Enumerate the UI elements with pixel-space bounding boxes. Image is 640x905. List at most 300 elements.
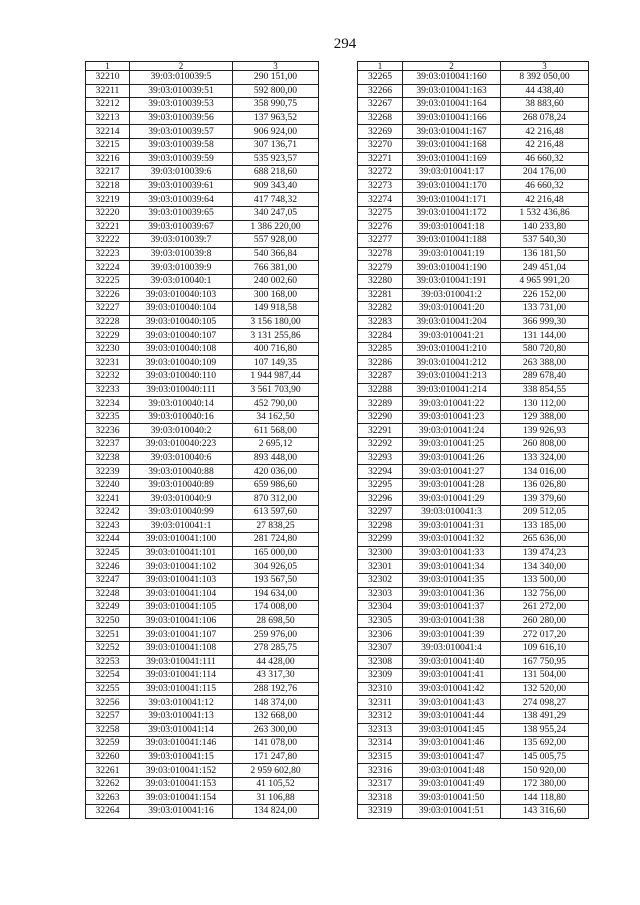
cell-row-number: 32300	[358, 546, 403, 560]
cell-cadastral-number: 39:03:010041:160	[403, 71, 501, 85]
cell-cadastral-number: 39:03:010041:34	[403, 560, 501, 574]
cell-value: 611 568,00	[233, 424, 319, 438]
cell-row-number: 32279	[358, 261, 403, 275]
cell-row-number: 32246	[86, 560, 130, 574]
table-row	[358, 166, 589, 180]
cell-row-number: 32304	[358, 601, 403, 615]
cell-row-number: 32211	[86, 84, 130, 98]
table-row	[358, 764, 589, 778]
table-row	[86, 533, 319, 547]
cell-value: 1 944 987,44	[233, 370, 319, 384]
cell-value: 149 918,58	[233, 302, 319, 316]
cell-cadastral-number: 39:03:010041:104	[130, 587, 233, 601]
table-row	[86, 546, 319, 560]
cell-value: 540 366,84	[233, 247, 319, 261]
cell-row-number: 32270	[358, 138, 403, 152]
cell-value: 2 959 602,80	[233, 764, 319, 778]
table-row	[86, 791, 319, 805]
cell-value: 130 112,00	[501, 397, 589, 411]
cell-value: 133 185,00	[501, 519, 589, 533]
cell-value: 260 280,00	[501, 614, 589, 628]
cell-row-number: 32301	[358, 560, 403, 574]
cell-cadastral-number: 39:03:010040:103	[130, 288, 233, 302]
cell-row-number: 32256	[86, 696, 130, 710]
table-row	[358, 274, 589, 288]
table-row	[86, 573, 319, 587]
cell-cadastral-number: 39:03:010041:2	[403, 288, 501, 302]
cell-cadastral-number: 39:03:010041:27	[403, 465, 501, 479]
cell-row-number: 32285	[358, 342, 403, 356]
cell-cadastral-number: 39:03:010040:9	[130, 492, 233, 506]
cell-cadastral-number: 39:03:010041:152	[130, 764, 233, 778]
cell-value: 132 668,00	[233, 709, 319, 723]
table-row	[86, 601, 319, 615]
cell-cadastral-number: 39:03:010041:103	[130, 573, 233, 587]
cell-cadastral-number: 39:03:010039:64	[130, 193, 233, 207]
cell-row-number: 32253	[86, 655, 130, 669]
cell-row-number: 32302	[358, 573, 403, 587]
cell-cadastral-number: 39:03:010041:49	[403, 777, 501, 791]
cell-row-number: 32281	[358, 288, 403, 302]
cell-row-number: 32280	[358, 274, 403, 288]
column-header-value: 3	[233, 62, 319, 71]
cell-value: 38 883,60	[501, 98, 589, 112]
cell-cadastral-number: 39:03:010039:61	[130, 179, 233, 193]
cell-row-number: 32282	[358, 302, 403, 316]
table-row	[358, 587, 589, 601]
table-row	[86, 465, 319, 479]
table-row	[358, 791, 589, 805]
cell-row-number: 32221	[86, 220, 130, 234]
table-row	[358, 709, 589, 723]
cell-cadastral-number: 39:03:010040:104	[130, 302, 233, 316]
cell-row-number: 32272	[358, 166, 403, 180]
table-row	[86, 206, 319, 220]
cell-row-number: 32289	[358, 397, 403, 411]
cell-cadastral-number: 39:03:010041:106	[130, 614, 233, 628]
cell-row-number: 32249	[86, 601, 130, 615]
table-row	[358, 777, 589, 791]
cell-row-number: 32275	[358, 206, 403, 220]
cell-cadastral-number: 39:03:010041:212	[403, 356, 501, 370]
cell-value: 44 428,00	[233, 655, 319, 669]
cell-row-number: 32267	[358, 98, 403, 112]
cell-cadastral-number: 39:03:010041:167	[403, 125, 501, 139]
cell-cadastral-number: 39:03:010040:99	[130, 506, 233, 520]
table-row	[86, 655, 319, 669]
cell-cadastral-number: 39:03:010041:31	[403, 519, 501, 533]
cell-cadastral-number: 39:03:010041:29	[403, 492, 501, 506]
cell-row-number: 32214	[86, 125, 130, 139]
cell-cadastral-number: 39:03:010040:111	[130, 383, 233, 397]
table-row	[358, 669, 589, 683]
cell-value: 300 168,00	[233, 288, 319, 302]
cell-value: 140 233,80	[501, 220, 589, 234]
cell-row-number: 32260	[86, 750, 130, 764]
cell-cadastral-number: 39:03:010040:88	[130, 465, 233, 479]
table-row	[86, 234, 319, 248]
cell-cadastral-number: 39:03:010041:33	[403, 546, 501, 560]
table-row	[358, 84, 589, 98]
table-row	[358, 98, 589, 112]
cell-value: 41 105,52	[233, 777, 319, 791]
cell-cadastral-number: 39:03:010041:35	[403, 573, 501, 587]
cell-row-number: 32317	[358, 777, 403, 791]
cell-cadastral-number: 39:03:010041:50	[403, 791, 501, 805]
table-row	[86, 370, 319, 384]
cell-cadastral-number: 39:03:010041:46	[403, 737, 501, 751]
table-row	[358, 438, 589, 452]
cell-row-number: 32220	[86, 206, 130, 220]
cell-row-number: 32274	[358, 193, 403, 207]
cell-row-number: 32233	[86, 383, 130, 397]
cell-cadastral-number: 39:03:010040:109	[130, 356, 233, 370]
cell-row-number: 32250	[86, 614, 130, 628]
cell-value: 42 216,48	[501, 193, 589, 207]
cell-row-number: 32229	[86, 329, 130, 343]
cell-cadastral-number: 39:03:010039:58	[130, 138, 233, 152]
cell-value: 137 963,52	[233, 111, 319, 125]
cell-row-number: 32252	[86, 641, 130, 655]
table-row	[358, 193, 589, 207]
cell-cadastral-number: 39:03:010041:36	[403, 587, 501, 601]
table-row	[86, 614, 319, 628]
table-row	[86, 98, 319, 112]
cell-value: 366 999,30	[501, 315, 589, 329]
cell-cadastral-number: 39:03:010041:170	[403, 179, 501, 193]
cell-value: 659 986,60	[233, 478, 319, 492]
cell-value: 134 016,00	[501, 465, 589, 479]
table-row	[358, 723, 589, 737]
table-row	[86, 696, 319, 710]
cell-row-number: 32232	[86, 370, 130, 384]
cell-row-number: 32227	[86, 302, 130, 316]
cell-value: 133 324,00	[501, 451, 589, 465]
cell-cadastral-number: 39:03:010041:45	[403, 723, 501, 737]
cell-row-number: 32234	[86, 397, 130, 411]
cell-cadastral-number: 39:03:010041:102	[130, 560, 233, 574]
cell-cadastral-number: 39:03:010041:171	[403, 193, 501, 207]
table-row	[86, 356, 319, 370]
cell-cadastral-number: 39:03:010041:22	[403, 397, 501, 411]
cell-cadastral-number: 39:03:010041:51	[403, 805, 501, 819]
cell-row-number: 32306	[358, 628, 403, 642]
cell-cadastral-number: 39:03:010041:166	[403, 111, 501, 125]
table-row	[358, 560, 589, 574]
table-row	[358, 737, 589, 751]
cell-cadastral-number: 39:03:010041:26	[403, 451, 501, 465]
cell-cadastral-number: 39:03:010041:21	[403, 329, 501, 343]
cell-cadastral-number: 39:03:010041:44	[403, 709, 501, 723]
cell-cadastral-number: 39:03:010041:24	[403, 424, 501, 438]
cell-cadastral-number: 39:03:010039:6	[130, 166, 233, 180]
page-number: 294	[333, 36, 357, 52]
column-header-cadastral: 2	[130, 62, 233, 71]
cell-value: 133 500,00	[501, 573, 589, 587]
table-row	[358, 696, 589, 710]
left-table	[85, 61, 319, 819]
cell-value: 259 976,00	[233, 628, 319, 642]
cell-row-number: 32237	[86, 438, 130, 452]
cell-row-number: 32255	[86, 682, 130, 696]
cell-row-number: 32230	[86, 342, 130, 356]
cell-row-number: 32257	[86, 709, 130, 723]
cell-value: 135 692,00	[501, 737, 589, 751]
cell-value: 278 285,75	[233, 641, 319, 655]
cell-value: 27 838,25	[233, 519, 319, 533]
cell-cadastral-number: 39:03:010041:41	[403, 669, 501, 683]
cell-value: 150 920,00	[501, 764, 589, 778]
cell-row-number: 32235	[86, 410, 130, 424]
cell-value: 3 561 703,90	[233, 383, 319, 397]
cell-value: 143 316,60	[501, 805, 589, 819]
table-row	[86, 274, 319, 288]
table-row	[86, 247, 319, 261]
table-row	[358, 234, 589, 248]
table-row	[86, 709, 319, 723]
cell-value: 44 438,40	[501, 84, 589, 98]
cell-cadastral-number: 39:03:010041:146	[130, 737, 233, 751]
table-row	[86, 519, 319, 533]
cell-cadastral-number: 39:03:010040:108	[130, 342, 233, 356]
cell-row-number: 32251	[86, 628, 130, 642]
table-row	[358, 138, 589, 152]
table-row	[86, 478, 319, 492]
cell-value: 592 800,00	[233, 84, 319, 98]
cell-row-number: 32244	[86, 533, 130, 547]
cell-value: 307 136,71	[233, 138, 319, 152]
cell-value: 131 504,00	[501, 669, 589, 683]
cell-cadastral-number: 39:03:010041:188	[403, 234, 501, 248]
cell-row-number: 32266	[358, 84, 403, 98]
cell-value: 144 118,80	[501, 791, 589, 805]
cell-row-number: 32303	[358, 587, 403, 601]
cell-value: 417 748,32	[233, 193, 319, 207]
cell-value: 274 098,27	[501, 696, 589, 710]
cell-cadastral-number: 39:03:010041:47	[403, 750, 501, 764]
table-row	[358, 71, 589, 85]
table-row	[86, 166, 319, 180]
cell-value: 174 008,00	[233, 601, 319, 615]
cell-row-number: 32242	[86, 506, 130, 520]
cell-row-number: 32291	[358, 424, 403, 438]
table-row	[358, 261, 589, 275]
table-row	[86, 71, 319, 85]
cell-row-number: 32309	[358, 669, 403, 683]
table-row	[358, 628, 589, 642]
table-row	[86, 750, 319, 764]
table-row	[358, 152, 589, 166]
table-row	[86, 125, 319, 139]
cell-value: 136 026,80	[501, 478, 589, 492]
cell-cadastral-number: 39:03:010039:51	[130, 84, 233, 98]
table-row	[86, 288, 319, 302]
cell-cadastral-number: 39:03:010039:56	[130, 111, 233, 125]
cell-cadastral-number: 39:03:010041:204	[403, 315, 501, 329]
table-row	[86, 641, 319, 655]
cell-value: 452 790,00	[233, 397, 319, 411]
cell-cadastral-number: 39:03:010041:23	[403, 410, 501, 424]
cell-row-number: 32216	[86, 152, 130, 166]
table-row	[358, 546, 589, 560]
table-row	[86, 179, 319, 193]
cell-cadastral-number: 39:03:010041:154	[130, 791, 233, 805]
table-row	[86, 587, 319, 601]
cell-cadastral-number: 39:03:010041:14	[130, 723, 233, 737]
cell-row-number: 32238	[86, 451, 130, 465]
column-header-value: 3	[501, 62, 589, 71]
cell-row-number: 32245	[86, 546, 130, 560]
cell-value: 870 312,00	[233, 492, 319, 506]
table-row	[86, 737, 319, 751]
cell-cadastral-number: 39:03:010041:39	[403, 628, 501, 642]
cell-row-number: 32262	[86, 777, 130, 791]
cell-row-number: 32295	[358, 478, 403, 492]
cell-value: 204 176,00	[501, 166, 589, 180]
table-row	[86, 342, 319, 356]
cell-value: 171 247,80	[233, 750, 319, 764]
cell-value: 260 808,00	[501, 438, 589, 452]
table-row	[358, 206, 589, 220]
cell-value: 340 247,05	[233, 206, 319, 220]
cell-cadastral-number: 39:03:010041:13	[130, 709, 233, 723]
table-row	[86, 777, 319, 791]
cell-row-number: 32290	[358, 410, 403, 424]
cell-row-number: 32223	[86, 247, 130, 261]
cell-cadastral-number: 39:03:010041:191	[403, 274, 501, 288]
cell-cadastral-number: 39:03:010041:115	[130, 682, 233, 696]
cell-cadastral-number: 39:03:010040:89	[130, 478, 233, 492]
cell-value: 134 824,00	[233, 805, 319, 819]
cell-row-number: 32296	[358, 492, 403, 506]
cell-cadastral-number: 39:03:010041:107	[130, 628, 233, 642]
cell-cadastral-number: 39:03:010041:169	[403, 152, 501, 166]
cell-value: 46 660,32	[501, 179, 589, 193]
cell-cadastral-number: 39:03:010040:107	[130, 329, 233, 343]
cell-row-number: 32278	[358, 247, 403, 261]
table-row	[358, 179, 589, 193]
cell-cadastral-number: 39:03:010041:153	[130, 777, 233, 791]
table-row	[86, 669, 319, 683]
cell-row-number: 32247	[86, 573, 130, 587]
cell-value: 148 374,00	[233, 696, 319, 710]
cell-value: 172 380,00	[501, 777, 589, 791]
table-row	[358, 302, 589, 316]
table-row	[358, 750, 589, 764]
table-row	[86, 560, 319, 574]
cell-value: 136 181,50	[501, 247, 589, 261]
table-row	[358, 342, 589, 356]
cell-row-number: 32299	[358, 533, 403, 547]
cell-cadastral-number: 39:03:010039:8	[130, 247, 233, 261]
cell-row-number: 32277	[358, 234, 403, 248]
cell-value: 165 000,00	[233, 546, 319, 560]
table-row	[358, 125, 589, 139]
cell-value: 28 698,50	[233, 614, 319, 628]
cell-value: 268 078,24	[501, 111, 589, 125]
table-row	[86, 383, 319, 397]
table-row	[358, 424, 589, 438]
cell-value: 42 216,48	[501, 125, 589, 139]
cell-row-number: 32258	[86, 723, 130, 737]
cell-cadastral-number: 39:03:010041:43	[403, 696, 501, 710]
cell-cadastral-number: 39:03:010041:18	[403, 220, 501, 234]
table-row	[358, 533, 589, 547]
cell-cadastral-number: 39:03:010039:57	[130, 125, 233, 139]
right-table	[357, 61, 589, 819]
table-row	[358, 370, 589, 384]
cell-cadastral-number: 39:03:010041:164	[403, 98, 501, 112]
cell-value: 194 634,00	[233, 587, 319, 601]
cell-value: 226 152,00	[501, 288, 589, 302]
cell-value: 132 520,00	[501, 682, 589, 696]
cell-value: 4 965 991,20	[501, 274, 589, 288]
table-row	[86, 84, 319, 98]
table-row	[358, 573, 589, 587]
cell-cadastral-number: 39:03:010039:59	[130, 152, 233, 166]
cell-row-number: 32236	[86, 424, 130, 438]
cell-value: 167 750,95	[501, 655, 589, 669]
cell-cadastral-number: 39:03:010041:210	[403, 342, 501, 356]
table-row	[358, 383, 589, 397]
cell-row-number: 32293	[358, 451, 403, 465]
table-row	[358, 682, 589, 696]
table-row	[358, 220, 589, 234]
cell-cadastral-number: 39:03:010041:12	[130, 696, 233, 710]
table-row	[358, 451, 589, 465]
cell-value: 209 512,05	[501, 506, 589, 520]
table-row	[358, 329, 589, 343]
cell-value: 537 540,30	[501, 234, 589, 248]
cell-row-number: 32265	[358, 71, 403, 85]
cell-cadastral-number: 39:03:010041:15	[130, 750, 233, 764]
cell-cadastral-number: 39:03:010040:110	[130, 370, 233, 384]
table-row	[86, 492, 319, 506]
cell-row-number: 32268	[358, 111, 403, 125]
cell-cadastral-number: 39:03:010039:5	[130, 71, 233, 85]
cell-cadastral-number: 39:03:010040:14	[130, 397, 233, 411]
cell-cadastral-number: 39:03:010041:3	[403, 506, 501, 520]
cell-value: 1 386 220,00	[233, 220, 319, 234]
table-row	[86, 723, 319, 737]
cell-row-number: 32307	[358, 641, 403, 655]
cell-cadastral-number: 39:03:010041:17	[403, 166, 501, 180]
cell-value: 766 381,00	[233, 261, 319, 275]
table-row	[86, 506, 319, 520]
cell-row-number: 32210	[86, 71, 130, 85]
table-row	[86, 315, 319, 329]
cell-cadastral-number: 39:03:010041:25	[403, 438, 501, 452]
cell-value: 261 272,00	[501, 601, 589, 615]
cell-row-number: 32241	[86, 492, 130, 506]
table-row	[358, 614, 589, 628]
cell-row-number: 32292	[358, 438, 403, 452]
table-row	[86, 261, 319, 275]
table-row	[86, 451, 319, 465]
table-row	[358, 506, 589, 520]
cell-value: 288 192,76	[233, 682, 319, 696]
cell-cadastral-number: 39:03:010039:9	[130, 261, 233, 275]
cell-value: 240 002,60	[233, 274, 319, 288]
cell-cadastral-number: 39:03:010039:53	[130, 98, 233, 112]
cell-cadastral-number: 39:03:010041:37	[403, 601, 501, 615]
cell-row-number: 32284	[358, 329, 403, 343]
cell-value: 249 451,04	[501, 261, 589, 275]
cell-value: 272 017,20	[501, 628, 589, 642]
cell-value: 139 926,93	[501, 424, 589, 438]
cell-value: 290 151,00	[233, 71, 319, 85]
cell-row-number: 32224	[86, 261, 130, 275]
